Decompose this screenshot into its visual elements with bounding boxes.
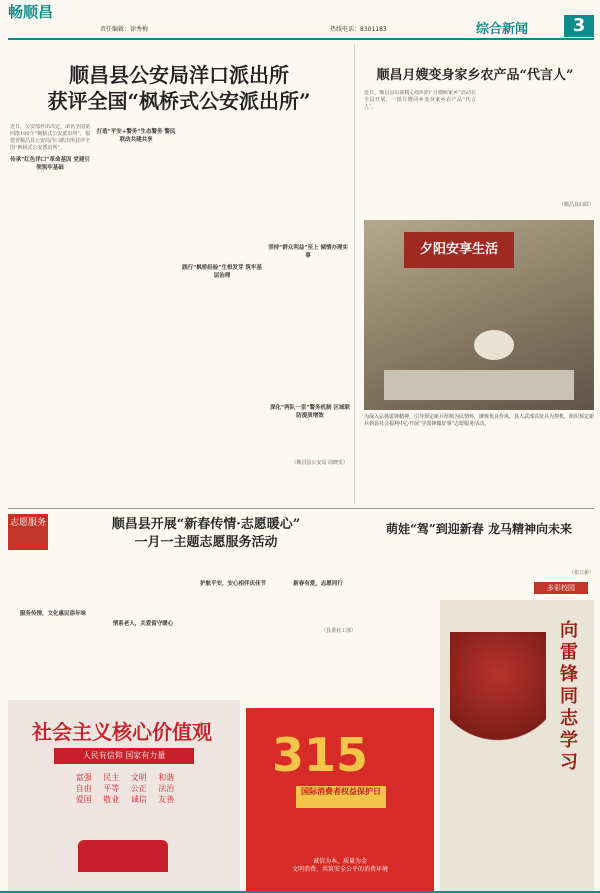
- kids-col-2: [482, 540, 594, 580]
- socialist-values-poster: [8, 700, 240, 893]
- volunteer-headline: [56, 516, 356, 552]
- values-grid: [70, 772, 180, 805]
- main-sub4: 坚持“群众利益”至上 倾情办理实事: [268, 245, 348, 259]
- leifeng-portrait: [450, 632, 546, 772]
- welfare-center-photo: [364, 220, 594, 410]
- value-item: 自由: [75, 784, 92, 793]
- kids-col-1: [364, 540, 476, 598]
- right-headline: 顺昌月嫂变身家乡农产品“代言人”: [376, 68, 574, 83]
- volunteer-sub2: 情系老人，关爱留守暖心: [112, 621, 174, 627]
- photo-dog-figure: [474, 330, 514, 360]
- volunteer-sub1: 服务传情，文化惠民添年味: [19, 611, 86, 617]
- photo-sign: 夕阳安享生活: [404, 232, 514, 268]
- consumer-day-footnote: 文明消费，共筑安全公平的消费环境: [291, 866, 388, 873]
- main-sub1: 传承“红色洋口”革命基因 党建引领筑牢基础: [10, 157, 90, 171]
- right-lead: 近日，顺昌县妇联精心组织的“月嫂顾家乡”活动在全县开展，一批月嫂回乡变身家乡农产品“代言人”。: [364, 90, 476, 110]
- value-item: 公正: [130, 784, 147, 793]
- main-col-3: [182, 124, 262, 504]
- value-item: 平等: [103, 784, 120, 793]
- column-divider: [354, 44, 355, 504]
- value-item: 和谐: [158, 773, 175, 782]
- main-headline: [10, 62, 348, 114]
- main-headline-line1: 顺昌县公安局洋口派出所: [69, 63, 289, 87]
- volunteer-headline-line2: 一月一主题志愿服务活动: [134, 535, 278, 550]
- volunteer-col-1: [10, 560, 96, 690]
- newspaper-logo: 畅顺昌: [8, 3, 54, 21]
- value-item: 爱国: [75, 795, 92, 804]
- leifeng-poster: [440, 600, 594, 893]
- socialist-values-band: 人民有信仰 国家有力量: [54, 748, 194, 764]
- photo-caption: 为深入弘扬雷锋精神，引导预定新兵厚植为民情怀，锤炼优良作风，县人武部以征兵为契机，组织预定新兵到县社会福利中心开展“学雷锋做好事”志愿服务活动。: [364, 414, 595, 427]
- section-divider: [8, 508, 594, 509]
- campus-tag: 多彩校园: [534, 582, 588, 594]
- value-item: 民主: [103, 773, 120, 782]
- right-col-1: [364, 90, 476, 216]
- volunteer-col-4: [280, 560, 356, 690]
- main-sub3: 践行“枫桥经验”生根发芽 筑牢基层治理: [182, 265, 262, 279]
- main-headline-line2: 获评全国“枫桥式公安派出所”: [47, 89, 311, 113]
- kids-byline: （张立新）: [568, 570, 594, 576]
- value-item: 敬业: [103, 795, 120, 804]
- masthead-rule: [8, 38, 594, 40]
- consumer-day-number: 315: [272, 728, 369, 782]
- page-number: 3: [564, 15, 594, 37]
- right-byline: （顺昌县妇联）: [558, 202, 594, 208]
- main-col-4: [268, 124, 348, 504]
- value-item: 富强: [75, 773, 92, 782]
- leifeng-slogan: 向雷锋同志学习: [560, 620, 578, 773]
- consumer-day-footer: [256, 858, 424, 874]
- main-col-2: [96, 124, 176, 504]
- main-col-1: [10, 124, 90, 504]
- value-item: 文明: [130, 773, 147, 782]
- photo-table: [384, 370, 574, 400]
- consumer-day-poster: [246, 708, 434, 893]
- main-sub2: 打造“平安+警务”生态警务 警民联动共建共享: [96, 129, 176, 143]
- value-item: 诚信: [130, 795, 147, 804]
- volunteer-col-2: [100, 560, 186, 690]
- right-col-2: [482, 90, 594, 216]
- right-subhead: 深化“两队一室”警务机制 区域联防提质增效: [270, 405, 350, 419]
- volunteer-sub3: 护航平安，安心相伴庆佳节: [199, 581, 266, 587]
- main-byline: （顺昌县公安局 周晓雯）: [291, 460, 348, 466]
- value-item: 友善: [158, 795, 175, 804]
- volunteer-byline: （县委社工部）: [320, 628, 356, 634]
- main-lead: 近日，公安部作出决定，命名全国第四批100个“枫桥式公安派出所”，福建省顺昌县公安局洋口派出所获评全国“枫桥式公安派出所”。: [10, 124, 90, 151]
- volunteer-sub4: 新春有爱，志愿同行: [293, 581, 343, 587]
- kids-headline: 萌娃“驾”到迎新春 龙马精神向未来: [386, 522, 572, 536]
- duty-editor: 责任编辑：徐秀梅: [100, 26, 149, 33]
- value-item: 法治: [158, 784, 175, 793]
- volunteer-col-3: [190, 560, 276, 690]
- socialist-values-title: 社会主义核心价值观: [32, 720, 212, 744]
- hotline: 热线电话：8301183: [330, 26, 387, 33]
- tiananmen-graphic: [78, 840, 168, 872]
- volunteer-tag: 志愿服务: [8, 514, 48, 550]
- consumer-day-slogan: 诚信为本，质量为金: [312, 858, 367, 865]
- volunteer-headline-line1: 顺昌县开展“新春传情·志愿暖心”: [111, 517, 301, 532]
- consumer-day-banner: 国际消费者权益保护日: [296, 786, 386, 808]
- section-title: 综合新闻: [476, 22, 529, 37]
